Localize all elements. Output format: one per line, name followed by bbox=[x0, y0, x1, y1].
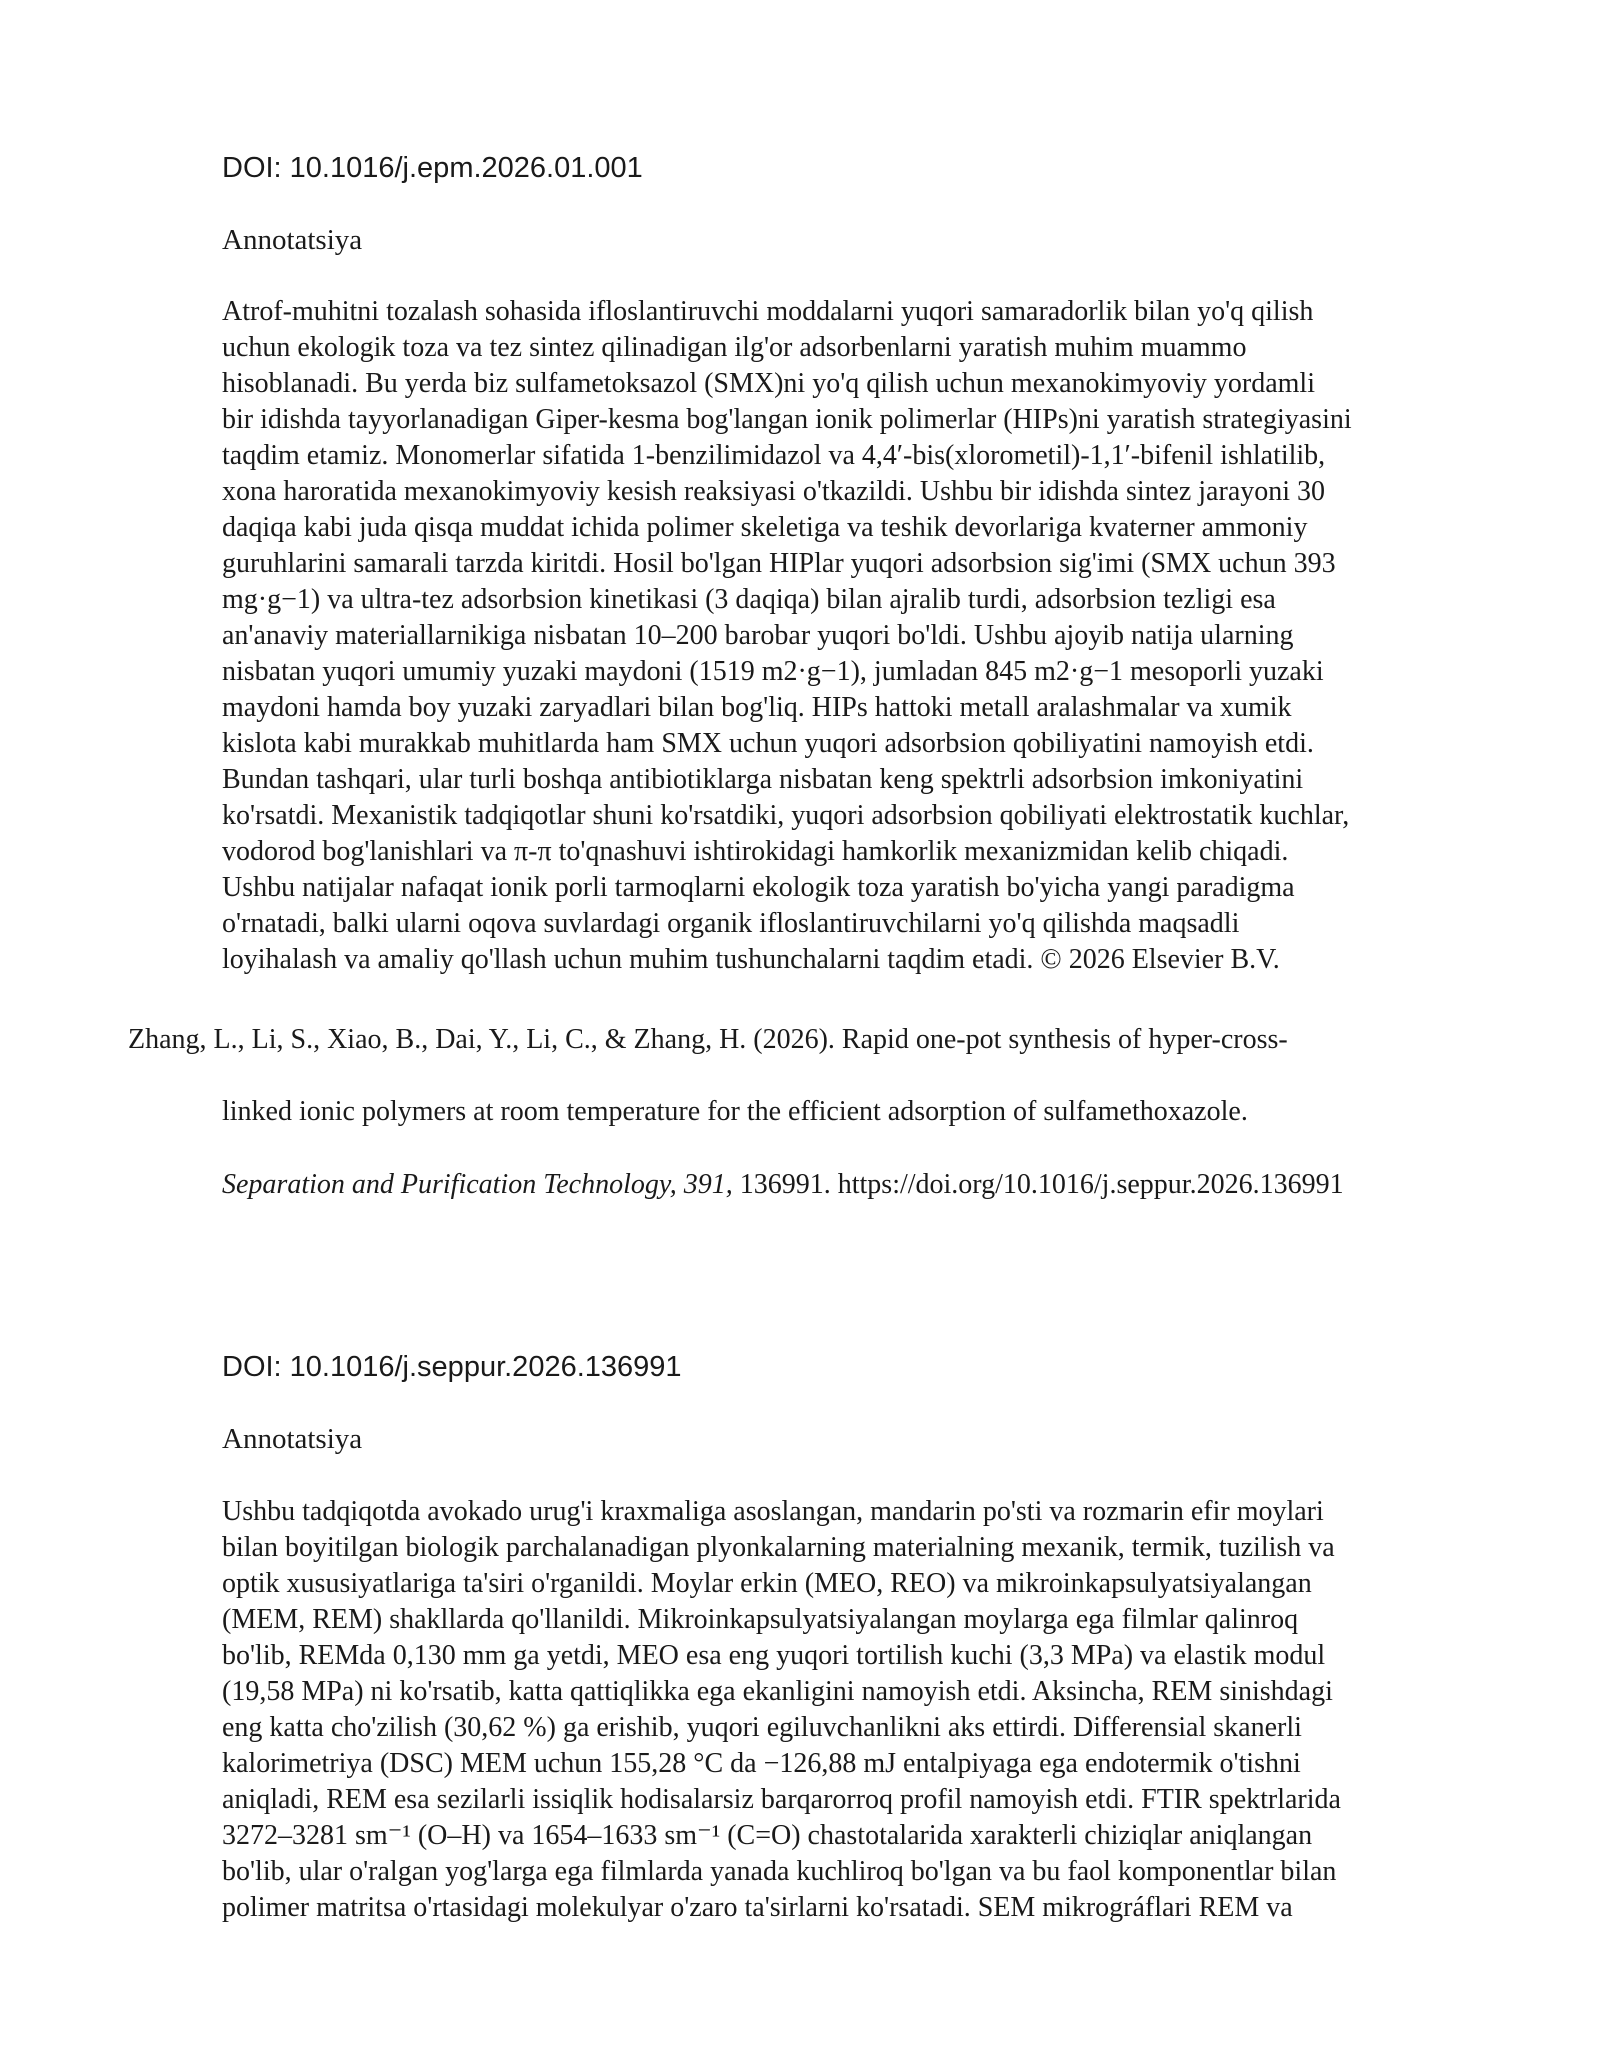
reference-title-continued: linked ionic polymers at room temperature for the efficient adsorption of sulfamethoxazole. bbox=[222, 1096, 1248, 1127]
abstract-line: Atrof-muhitni tozalash sohasida ifloslantiruvchi moddalarni yuqori samaradorlik bilan yo'q qilish bbox=[222, 296, 1314, 327]
abstract-line: bir idishda tayyorlanadigan Giper-kesma bog'langan ionik polimerlar (HIPs)ni yaratish strategiyasini bbox=[222, 404, 1352, 435]
abstract-line: maydoni hamda boy yuzaki zaryadlari bilan bog'liq. HIPs hattoki metall aralashmalar va xumik bbox=[222, 692, 1292, 723]
reference-authors-title: Zhang, L., Li, S., Xiao, B., Dai, Y., Li, C., & Zhang, H. (2026). Rapid one-pot synthesis of hyper-cross- bbox=[128, 1024, 1288, 1055]
entry2-doi: DOI: 10.1016/j.seppur.2026.136991 bbox=[222, 1351, 682, 1383]
reference-source bbox=[222, 1167, 1344, 1203]
abstract-line: bo'lib, ular o'ralgan yog'larga ega filmlarda yanada kuchliroq bo'lgan va bu faol komponentlar bilan bbox=[222, 1856, 1337, 1887]
entry1-heading: Annotatsiya bbox=[222, 224, 363, 256]
abstract-line: (MEM, REM) shakllarda qo'llanildi. Mikroinkapsulyatsiyalangan moylarga ega filmlar qalinroq bbox=[222, 1604, 1299, 1635]
abstract-line: Bundan tashqari, ular turli boshqa antibiotiklarga nisbatan keng spektrli adsorbsion imkoniyatini bbox=[222, 764, 1304, 795]
entry2-abstract bbox=[222, 1494, 1522, 1926]
abstract-line: daqiqa kabi juda qisqa muddat ichida polimer skeletiga va teshik devorlariga kvaterner ammoniy bbox=[222, 512, 1308, 543]
abstract-line: loyihalash va amaliy qo'llash uchun muhim tushunchalarni taqdim etadi. © 2026 Elsevier B.V. bbox=[222, 944, 1280, 975]
abstract-line: an'anaviy materiallarnikiga nisbatan 10–200 barobar yuqori bo'ldi. Ushbu ajoyib natija ularning bbox=[222, 620, 1294, 651]
abstract-line: eng katta cho'zilish (30,62 %) ga erishib, yuqori egiluvchanlikni aks ettirdi. Differensial skanerli bbox=[222, 1712, 1302, 1743]
entry1-abstract bbox=[222, 294, 1522, 978]
reference-doi-link[interactable]: 136991. https://doi.org/10.1016/j.seppur.2026.136991 bbox=[732, 1169, 1344, 1200]
abstract-line: optik xususiyatlariga ta'siri o'rganildi. Moylar erkin (MEO, REO) va mikroinkapsulyatsiyalangan bbox=[222, 1568, 1312, 1599]
abstract-line: Ushbu natijalar nafaqat ionik porli tarmoqlarni ekologik toza yaratish bo'yicha yangi paradigma bbox=[222, 872, 1295, 903]
abstract-line: bilan boyitilgan biologik parchalanadigan plyonkalarning materialning mexanik, termik, tuzilish va bbox=[222, 1532, 1335, 1563]
abstract-line: o'rnatadi, balki ularni oqova suvlardagi organik ifloslantiruvchilarni yo'q qilishda maqsadli bbox=[222, 908, 1240, 939]
abstract-line: 3272–3281 sm⁻¹ (O–H) va 1654–1633 sm⁻¹ (C=O) chastotalarida xarakterli chiziqlar aniqlangan bbox=[222, 1820, 1313, 1851]
abstract-line: bo'lib, REMda 0,130 mm ga yetdi, MEO esa eng yuqori tortilish kuchi (3,3 MPa) va elastik modul bbox=[222, 1640, 1326, 1671]
abstract-line: (19,58 MPa) ni ko'rsatib, katta qattiqlikka ega ekanligini namoyish etdi. Aksincha, REM sinishdagi bbox=[222, 1676, 1333, 1707]
abstract-line: vodorod bog'lanishlari va π-π to'qnashuvi ishtirokidagi hamkorlik mexanizmidan kelib chiqadi. bbox=[222, 836, 1289, 867]
entry2-heading: Annotatsiya bbox=[222, 1423, 363, 1455]
abstract-line: kislota kabi murakkab muhitlarda ham SMX uchun yuqori adsorbsion qobiliyatini namoyish etdi. bbox=[222, 728, 1314, 759]
abstract-line: nisbatan yuqori umumiy yuzaki maydoni (1519 m2·g−1), jumladan 845 m2·g−1 mesoporli yuzaki bbox=[222, 656, 1324, 687]
abstract-line: kalorimetriya (DSC) MEM uchun 155,28 °C da −126,88 mJ entalpiyaga ega endotermik o'tishni bbox=[222, 1748, 1301, 1779]
abstract-line: polimer matritsa o'rtasidagi molekulyar o'zaro ta'sirlarni ko'rsatadi. SEM mikrográflari REM va bbox=[222, 1892, 1293, 1923]
entry1-doi: DOI: 10.1016/j.epm.2026.01.001 bbox=[222, 152, 643, 184]
abstract-line: ko'rsatdi. Mexanistik tadqiqotlar shuni ko'rsatdiki, yuqori adsorbsion qobiliyati elektrostatik kuchlar, bbox=[222, 800, 1350, 831]
abstract-line: uchun ekologik toza va tez sintez qilinadigan ilg'or adsorbenlarni yaratish muhim muammo bbox=[222, 332, 1247, 363]
abstract-line: guruhlarini samarali tarzda kiritdi. Hosil bo'lgan HIPlar yuqori adsorbsion sig'imi (SMX uchun 393 bbox=[222, 548, 1336, 579]
abstract-line: mg·g−1) va ultra-tez adsorbsion kinetikasi (3 daqiqa) bilan ajralib turdi, adsorbsion tezligi esa bbox=[222, 584, 1276, 615]
abstract-line: hisoblanadi. Bu yerda biz sulfametoksazol (SMX)ni yo'q qilish uchun mexanokimyoviy yordamli bbox=[222, 368, 1315, 399]
reference-journal: Separation and Purification Technology, 391, bbox=[222, 1169, 733, 1200]
abstract-line: Ushbu tadqiqotda avokado urug'i kraxmaliga asoslangan, mandarin po'sti va rozmarin efir moylari bbox=[222, 1496, 1324, 1527]
abstract-line: aniqladi, REM esa sezilarli issiqlik hodisalarsiz barqarorroq profil namoyish etdi. FTIR spektrlarida bbox=[222, 1784, 1341, 1815]
abstract-line: xona haroratida mexanokimyoviy kesish reaksiyasi o'tkazildi. Ushbu bir idishda sintez jarayoni 30 bbox=[222, 476, 1326, 507]
abstract-line: taqdim etamiz. Monomerlar sifatida 1-benzilimidazol va 4,4′-bis(xlorometil)-1,1′-bifenil ishlatilib, bbox=[222, 440, 1326, 471]
